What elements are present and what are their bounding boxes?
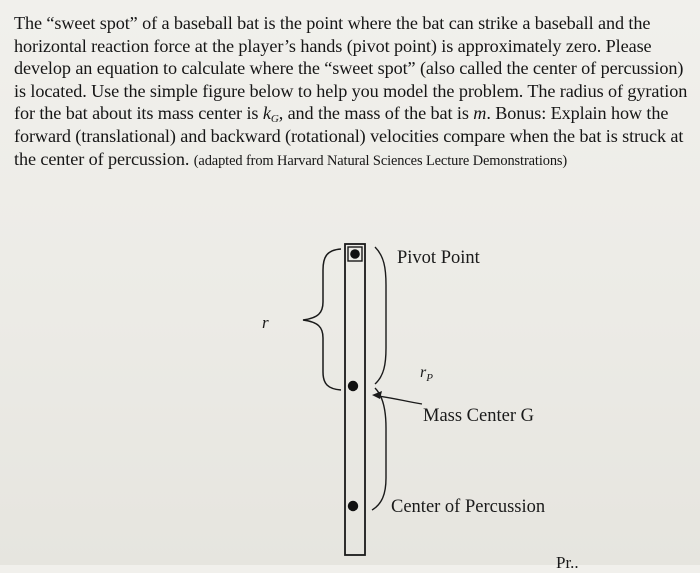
label-r: r xyxy=(262,313,269,332)
rp-bracket xyxy=(372,388,386,510)
problem-text-part-3: . Bonus: Explain how the forward (translational) and backward (rotational) velocities compare when the bat is struck at the center of percussion. xyxy=(14,103,684,169)
center-of-percussion-dot xyxy=(348,501,358,511)
label-rp xyxy=(420,364,433,384)
mass-center-pointer-line xyxy=(378,396,422,404)
mass-center-arrowhead xyxy=(372,391,382,399)
mass-symbol: m xyxy=(473,103,487,124)
problem-text-part-2: , and the mass of the bat is xyxy=(278,103,474,124)
label-center-of-percussion: Center of Percussion xyxy=(391,497,546,517)
kg-subscript: G xyxy=(270,113,279,126)
label-rp-main: r xyxy=(420,364,427,381)
mass-center-dot xyxy=(348,381,358,391)
kg-k: k xyxy=(262,103,271,124)
problem-text-part-1: The “sweet spot” of a baseball bat is the point where the bat can strike a baseball and the horizontal reaction force at the player’s hands (pivot point) is approximately zero. Please develop an equation to calculate where the “sweet spot” (also called the center of percussion) is located. Use the simple figure below to help you model the problem. The radius of gyration for the bat about its mass center is xyxy=(14,13,688,124)
label-rp-subscript: P xyxy=(426,372,433,384)
pivot-dot xyxy=(350,249,360,259)
pivot-to-mass-center-bracket xyxy=(375,247,386,384)
source-attribution: (adapted from Harvard Natural Sciences Lecture Demonstrations) xyxy=(193,152,568,169)
r-brace xyxy=(303,249,341,390)
label-mass-center: Mass Center G xyxy=(423,406,534,426)
label-pivot-point: Pivot Point xyxy=(397,248,480,268)
cutoff-text: Pr.. xyxy=(556,553,579,572)
